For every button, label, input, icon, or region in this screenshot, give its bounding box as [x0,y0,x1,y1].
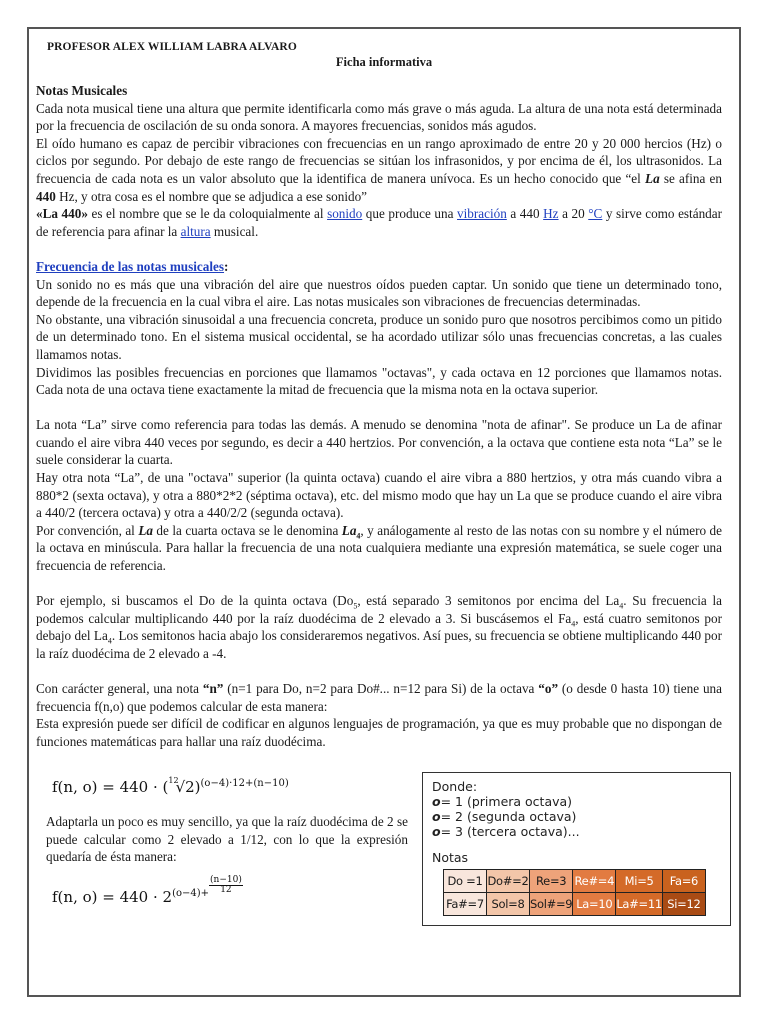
link-frecuencia[interactable]: Frecuencia de las notas musicales [36,258,225,274]
legend-octave-1: o= 1 (primera octava) [432,794,573,809]
paragraph: «La 440» es el nombre que se le da coloquialmente al sonido que produce una vibración a 440 Hz a 20 °C y sirve como estándar de referencia para afinar la altura musical. [36,206,723,239]
note-cell: Re=3 [530,870,573,893]
note-cell: Re#=4 [573,870,616,893]
section-heading-frecuencia: Frecuencia de las notas musicales: [36,258,229,274]
note-cell: Fa#=7 [444,893,487,916]
legend-notas-label: Notas [432,850,469,865]
notes-table [443,869,706,916]
note-cell: Sol=8 [487,893,530,916]
note-cell: La=10 [573,893,616,916]
legend-donde: Donde: [432,779,478,794]
formula-root: f(n, $o) = 440 \cdot (^{12}√2)^{(o-4)\cdot 12+(n-10)}$ [52,776,289,796]
paragraph: Por ejemplo, si buscamos el Do de la quinta octava ($Do_5$, está separado 3 semitonos por encima del $La_4$. Su frecuencia la podemos calcular multiplicando 440 por la raíz duodécima de 2 elevado a 3. Si buscásemos el $Fa_4$, está cuatro semitonos por debajo del $La_4$. Los semitonos hacia abajo los consideraremos negativos. Así pues, su frecuencia se obtiene multiplicando 440 por la raíz duodécima de 2 elevado a -4. [36,593,723,661]
note-cell: La#=11 [616,893,663,916]
link-altura[interactable]: altura [180,223,211,239]
paragraph: Esta expresión puede ser difícil de codificar en algunos lenguajes de programación, ya que es muy probable que no dispongan de funciones matemáticas para hallar una raíz duodécima. [36,716,722,749]
paragraph: El oído humano es capaz de percibir vibraciones con frecuencias en un rango aproximado de entre 20 y 20 000 hercios (Hz) o ciclos por segundo. Por debajo de este rango de frecuencias se sitúan los infrasonidos, y por encima de él, los ultrasonidos. La frecuencia de cada nota es un valor absoluto que la identifica de manera unívoca. Es un hecho conocido que “el La se afina en 440 Hz, y otra cosa es el nombre que se adjudica a ese sonido” [36,135,722,204]
link-hz[interactable]: Hz [543,206,559,222]
note-cell: Mi=5 [616,870,663,893]
paragraph: Hay otra nota “La”, de una "octava" superior (la quinta octava) cuando el aire vibra a 880 hertzios, y otra más cuando vibra a 880*2 (sexta octava), y otra a 880*2*2 (séptima octava), etc. del mismo modo que hay un La que se produce cuando el aire vibra a 440/2 (tercera octava) y otra a 440/2/2 (segunda octava). [36,470,722,521]
note-cell: Sol#=9 [530,893,573,916]
table-row [444,870,706,893]
paragraph: Dividimos las posibles frecuencias en porciones que llamamos "octavas", y cada octava en 12 porciones que llamamos notas. Cada nota de una octava tiene exactamente la mitad de frecuencia que la misma nota en la octava superior. [36,364,722,398]
note-cell: Do#=2 [487,870,530,893]
note-cell: Fa=6 [662,870,705,893]
paragraph: Cada nota musical tiene una altura que permite identificarla como más grave o más aguda. La altura de una nota está determinada por la frecuencia de oscilación de su onda sonora. A mayores frecuencias, sonidos más agudos. [36,100,722,134]
document-title: Ficha informativa [335,55,433,69]
legend-octave-2: o= 2 (segunda octava) [432,809,577,824]
paragraph: Por convención, al La de la cuarta octava se le denomina $La_4$, y análogamente al resto de las notas con su nombre y el número de la octava en minúscula. Para hallar la frecuencia de una nota cualquiera mediante una expresión matemática, se suele coger una frecuencia de referencia. [36,522,722,574]
note-cell: Si=12 [662,893,705,916]
link-vibracion[interactable]: vibración [457,206,507,222]
paragraph-adapt: Adaptarla un poco es muy sencillo, ya que la raíz duodécima de 2 se puede calcular como 2 elevado a 1/12, con lo que la expresión quedaría de ésta manera: [46,814,408,865]
legend-octave-3: o= 3 (tercera octava)... [432,824,580,839]
formula-power: f(n, $o) = 440 \cdot 2^{(o-4)+ \frac{(n-10)}{12}}$ [52,875,242,906]
note-cell: Do =1 [444,870,487,893]
paragraph: La nota “La” sirve como referencia para todas las demás. A menudo se denomina "nota de afinar". Se produce un La de afinar cuando el aire vibra 440 veces por segundo, es decir a 440 hertzios. Por convención, a la octava que contiene esta nota “La” se le suele considerar la cuarta. [36,417,722,468]
document-body [36,82,722,751]
section-heading-notas: Notas Musicales [36,83,128,98]
paragraph: Un sonido no es más que una vibración del aire que nuestros oídos pueden captar. Un sonido que tiene un determinado tono, depende de la frecuencia en la cual vibra el aire. Las notas musicales son vibraciones de frecuencias determinadas. [36,276,722,310]
link-celsius[interactable]: °C [588,206,603,222]
link-sonido[interactable]: sonido [327,206,363,222]
paragraph: Con carácter general, una nota “n” (n=1 para Do, n=2 para Do#... n=12 para Si) de la octava “o” (o desde 0 hasta 10) tiene una frecuencia f(n,o) que podemos calcular de esta manera: [36,681,723,714]
paragraph: No obstante, una vibración sinusoidal a una frecuencia concreta, produce un sonido puro que nosotros percibimos como un pitido de un determinado tono. En el sistema musical occidental, se ha acordado utilizar sólo unas frecuencias concretas, a las cuales llamamos notas. [36,311,722,362]
table-row [444,893,706,916]
professor-name: PROFESOR ALEX WILLIAM LABRA ALVARO [47,41,297,53]
legend-box [422,772,731,926]
